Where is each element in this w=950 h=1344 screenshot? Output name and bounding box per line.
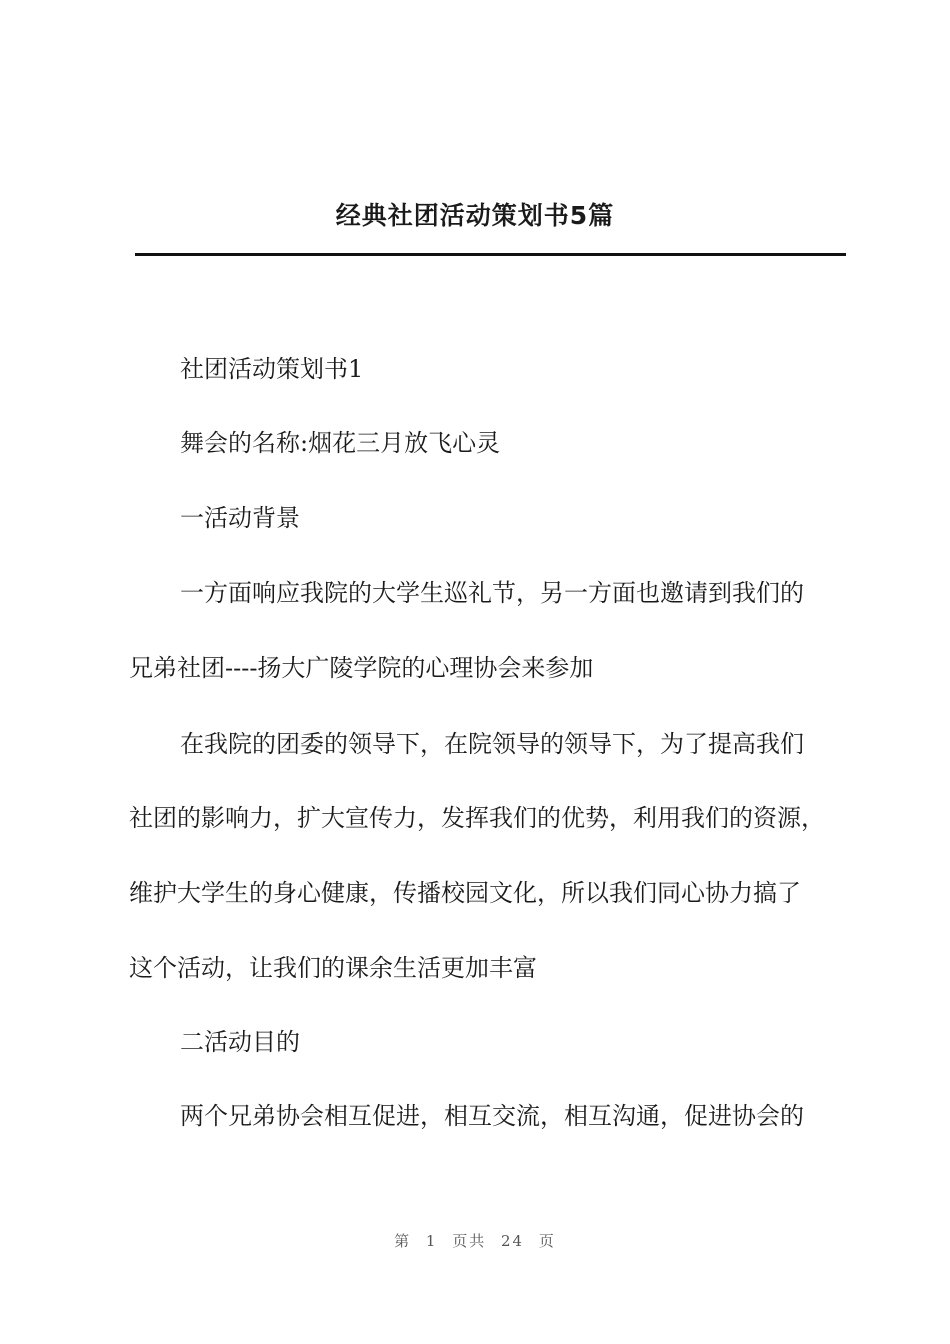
- body-line: 舞会的名称:烟花三月放飞心灵: [180, 429, 501, 457]
- body-line: 一方面响应我院的大学生巡礼节，另一方面也邀请到我们的: [180, 579, 804, 607]
- body-line: 一活动背景: [180, 504, 300, 532]
- body-line: 在我院的团委的领导下，在院领导的领导下，为了提高我们: [180, 730, 804, 758]
- body-line: 兄弟社团----扬大广陵学院的心理协会来参加: [129, 654, 594, 682]
- body-line: 两个兄弟协会相互促进，相互交流，相互沟通，促进协会的: [180, 1102, 804, 1130]
- body-line: 社团的影响力，扩大宣传力，发挥我们的优势，利用我们的资源，: [129, 804, 825, 832]
- body-line: 这个活动，让我们的课余生活更加丰富: [129, 954, 537, 982]
- body-line: 社团活动策划书1: [180, 355, 364, 383]
- page-footer: 第 1 页共 24 页: [394, 1232, 556, 1250]
- body-line: 维护大学生的身心健康，传播校园文化，所以我们同心协力搞了: [129, 879, 801, 907]
- page-title: 经典社团活动策划书5篇: [335, 201, 615, 230]
- body-line: 二活动目的: [180, 1028, 300, 1056]
- title-rule: [135, 253, 846, 256]
